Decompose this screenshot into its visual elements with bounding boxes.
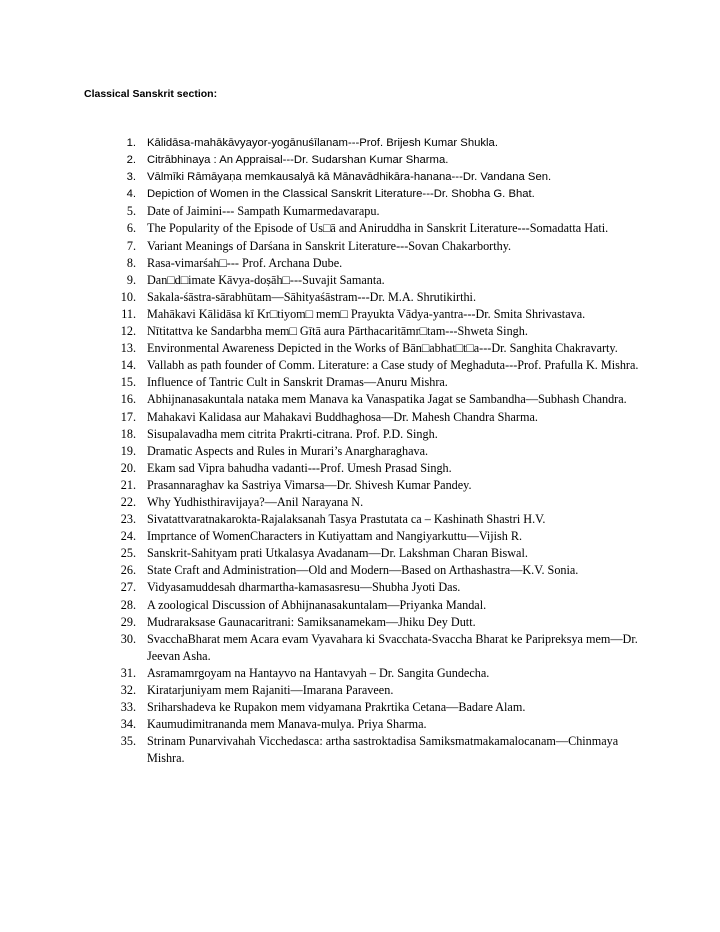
list-item (0, 323, 720, 340)
item-number: 11. (121, 306, 136, 321)
item-text: Mahākavi Kālidāsa kī Kr□tiyom□ mem□ Prayukta Vādya-yantra---Dr. Smita Shrivastava. (147, 306, 586, 321)
item-number: 13. (120, 341, 136, 356)
list-item (0, 716, 720, 733)
item-number: 12. (120, 324, 136, 339)
list-item (0, 699, 720, 716)
list-item (0, 306, 720, 323)
list-item (0, 391, 720, 408)
item-text: Kālidāsa-mahākāvyayor-yogānuśīlanam---Prof. Brijesh Kumar Shukla. (147, 137, 498, 149)
item-text: Rasa-vimarśah□--- Prof. Archana Dube. (147, 255, 343, 270)
item-text: Citrābhinaya : An Appraisal---Dr. Sudarshan Kumar Sharma. (147, 154, 449, 167)
item-number: 2. (126, 154, 136, 167)
list-item (0, 494, 720, 511)
list-item (0, 733, 720, 767)
list-item (0, 426, 720, 443)
item-number: 18. (120, 426, 136, 441)
item-text: Ekam sad Vipra bahudha vadanti---Prof. Umesh Prasad Singh. (147, 460, 452, 475)
item-number: 26. (120, 563, 136, 578)
list-item (0, 597, 720, 614)
list-item (0, 665, 720, 682)
item-text: Sanskrit-Sahityam prati Utkalasya Avadanam—Dr. Lakshman Charan Biswal. (147, 546, 528, 561)
item-text: Mudraraksase Gaunacaritrani: Samiksanamekam—Jhiku Dey Dutt. (147, 614, 476, 629)
list-item (0, 340, 720, 357)
item-text: Vidyasamuddesah dharmartha-kamasasresu—Shubha Jyoti Das. (147, 580, 461, 595)
list-item (0, 374, 720, 391)
list-item (0, 238, 720, 255)
item-text: Date of Jaimini--- Sampath Kumarmedavarapu. (147, 204, 380, 219)
list-item (0, 186, 720, 203)
item-text: Sriharshadeva ke Rupakon mem vidyamana Prakrtika Cetana—Badare Alam. (147, 700, 526, 715)
item-number: 21. (120, 477, 136, 492)
list-item (0, 203, 720, 220)
list-item (0, 631, 720, 665)
item-text: Vālmīki Rāmāyaṇa memkausalyā kā Mānavādhikāra-hanana---Dr. Vandana Sen. (147, 171, 552, 184)
item-text: Depiction of Women in the Classical Sanskrit Literature---Dr. Shobha G. Bhat. (147, 188, 535, 201)
item-number: 15. (120, 375, 136, 390)
item-text: Kaumudimitrananda mem Manava-mulya. Priya Sharma. (147, 717, 427, 732)
list-item (0, 682, 720, 699)
article-list (0, 135, 720, 767)
list-item (0, 511, 720, 528)
item-text: Environmental Awareness Depicted in the Works of Bān□abhat□t□a---Dr. Sanghita Chakravarty. (147, 341, 618, 356)
item-number: 14. (120, 358, 136, 373)
item-text: Imprtance of WomenCharacters in Kutiyattam and Nangiyarkuttu—Vijish R. (147, 529, 523, 544)
item-number: 16. (120, 392, 136, 407)
item-number: 35. (120, 734, 136, 749)
item-text: A zoological Discussion of Abhijnanasakuntalam—Priyanka Mandal. (147, 597, 487, 612)
item-number: 20. (120, 460, 136, 475)
list-item (0, 477, 720, 494)
item-number: 27. (120, 580, 136, 595)
item-number: 6. (126, 221, 136, 236)
item-text: Sivatattvaratnakarokta-Rajalaksanah Tasya Prastutata ca – Kashinath Shastri H.V. (147, 512, 546, 527)
list-item (0, 528, 720, 545)
item-text: Variant Meanings of Darśana in Sanskrit Literature---Sovan Chakarborthy. (147, 238, 512, 253)
item-number: 25. (120, 546, 136, 561)
item-number: 23. (120, 512, 136, 527)
item-number: 9. (126, 272, 136, 287)
item-text: Asramamrgoyam na Hantayvo na Hantavyah – Dr. Sangita Gundecha. (147, 665, 490, 680)
list-item (0, 152, 720, 169)
list-item (0, 272, 720, 289)
item-text: Why Yudhisthiravijaya?—Anil Narayana N. (147, 494, 364, 509)
item-text: Strinam Punarvivahah Vicchedasca: artha sastroktadisa Samiksmatmakamalocanam—Chinmaya Mishra. (147, 734, 619, 766)
item-number: 30. (120, 631, 136, 646)
item-text: Dramatic Aspects and Rules in Murari’s Anargharaghava. (147, 443, 429, 458)
item-number: 22. (120, 494, 136, 509)
item-text: Influence of Tantric Cult in Sanskrit Dramas—Anuru Mishra. (147, 375, 448, 390)
item-number: 10. (120, 289, 136, 304)
list-item (0, 409, 720, 426)
item-number: 32. (120, 683, 136, 697)
item-text: The Popularity of the Episode of Us□ā and Aniruddha in Sanskrit Literature---Somadatta Hati. (147, 221, 609, 236)
item-text: Abhijnanasakuntala nataka mem Manava ka Vanaspatika Jagat se Sambandha—Subhash Chandra. (147, 392, 627, 407)
list-item (0, 220, 720, 237)
list-item (0, 545, 720, 562)
item-text: Mahakavi Kalidasa aur Mahakavi Buddhaghosa—Dr. Mahesh Chandra Sharma. (147, 409, 538, 424)
item-text: Nītitattva ke Sandarbha mem□ Gītā aura Pārthacaritāmr□tam---Shweta Singh. (147, 324, 528, 339)
list-item (0, 289, 720, 306)
item-number: 28. (120, 597, 136, 612)
item-text: State Craft and Administration—Old and Modern—Based on Arthashastra—K.V. Sonia. (147, 563, 579, 578)
item-number: 7. (126, 238, 136, 253)
list-item (0, 443, 720, 460)
item-number: 29. (120, 614, 136, 629)
item-number: 17. (120, 409, 136, 424)
item-number: 24. (120, 529, 136, 544)
list-item (0, 460, 720, 477)
item-number: 5. (126, 204, 136, 219)
item-number: 8. (126, 255, 136, 270)
item-number: 3. (126, 171, 136, 184)
list-item (0, 562, 720, 579)
list-item (0, 135, 720, 152)
item-text: Prasannaraghav ka Sastriya Vimarsa—Dr. Shivesh Kumar Pandey. (147, 477, 472, 492)
item-number: 19. (120, 443, 136, 458)
list-item (0, 579, 720, 596)
item-text: SvacchaBharat mem Acara evam Vyavahara ki Svacchata-Svaccha Bharat ke Paripreksya mem—Dr. Jeevan Asha. (147, 631, 638, 663)
item-text: Sakala-śāstra-sārabhūtam—Sāhityaśāstram---Dr. M.A. Shrutikirthi. (147, 289, 476, 304)
list-item (0, 357, 720, 374)
section-heading: Classical Sanskrit section: (84, 88, 218, 100)
item-text: Vallabh as path founder of Comm. Literature: a Case study of Meghaduta---Prof. Prafulla K. Mishra. (147, 358, 639, 373)
item-text: Kiratarjuniyam mem Rajaniti—Imarana Paraveen. (147, 683, 394, 697)
item-text: Dan□d□imate Kāvya-doṣāh□---Suvajit Samanta. (147, 272, 385, 287)
list-item (0, 614, 720, 631)
list-item (0, 169, 720, 186)
item-number: 1. (126, 137, 136, 149)
item-number: 31. (120, 665, 136, 680)
item-number: 4. (126, 188, 136, 201)
list-item (0, 255, 720, 272)
item-number: 34. (120, 717, 136, 732)
item-number: 33. (120, 700, 136, 715)
item-text: Sisupalavadha mem citrita Prakrti-citrana. Prof. P.D. Singh. (147, 426, 438, 441)
